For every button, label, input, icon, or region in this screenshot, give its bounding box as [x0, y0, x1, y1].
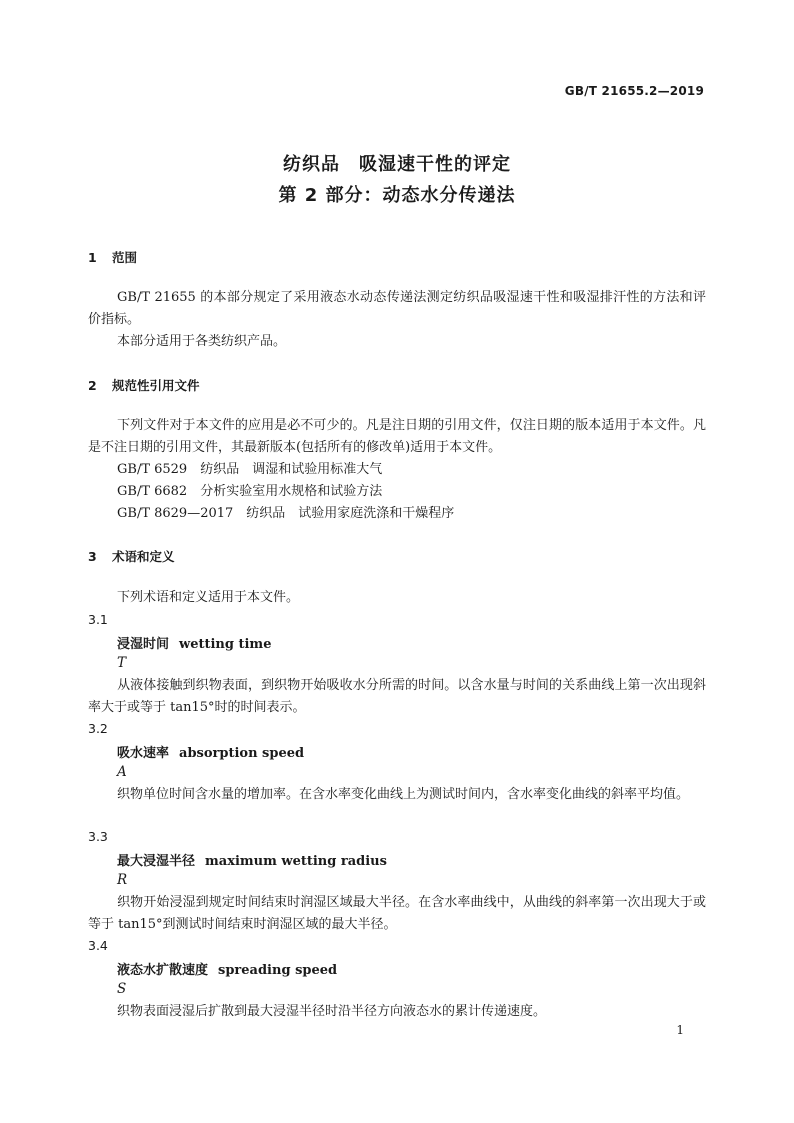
definition-text: 从液体接触到织物表面，到织物开始吸收水分所需的时间。以含水量与时间的关系曲线上第一次出现斜率大于或等于 tan15°时的时间表示。: [88, 678, 706, 715]
term-definition: [88, 1001, 706, 1023]
section-number: 2: [88, 378, 97, 393]
paragraph: [88, 415, 706, 459]
term-heading: [117, 959, 337, 978]
definition-text: 织物开始浸湿到规定时间结束时润湿区域最大半径。在含水率曲线中，从曲线的斜率第一次出现大于或等于 tan15°到测试时间结束时润湿区域的最大半径。: [88, 895, 706, 932]
term-en: wetting time: [179, 637, 272, 652]
section-2-heading: [88, 376, 200, 394]
term-en: spreading speed: [218, 963, 338, 978]
term-number: 3.2: [88, 721, 108, 736]
section-1-heading: [88, 248, 137, 266]
term-zh: 液态水扩散速度: [117, 963, 209, 978]
term-symbol: A: [117, 764, 127, 780]
term-heading: [117, 633, 271, 652]
section-number: 1: [88, 250, 97, 265]
paragraph-text: 下列文件对于本文件的应用是必不可少的。凡是注日期的引用文件，仅注日期的版本适用于本文件。凡是不注日期的引用文件，其最新版本(包括所有的修改单)适用于本文件。: [88, 418, 706, 455]
term-number: 3.4: [88, 938, 108, 953]
definition-text: 织物表面浸湿后扩散到最大浸湿半径时沿半径方向液态水的累计传递速度。: [117, 1004, 547, 1019]
term-symbol: S: [117, 981, 127, 997]
term-en: absorption speed: [179, 746, 305, 761]
section-title: 规范性引用文件: [112, 378, 200, 393]
paragraph: [88, 287, 706, 331]
document-subtitle: 第 2 部分：动态水分传递法: [278, 185, 516, 206]
term-heading: [117, 742, 304, 761]
term-definition: [88, 784, 706, 806]
paragraph-text: GB/T 21655 的本部分规定了采用液态水动态传递法测定纺织品吸湿速干性和吸湿排汗性的方法和评价指标。: [88, 290, 706, 327]
paragraph: 下列术语和定义适用于本文件。: [117, 590, 300, 605]
term-definition: [88, 892, 706, 936]
term-zh: 最大浸湿半径: [117, 854, 196, 869]
section-title: 范围: [112, 250, 138, 265]
term-en: maximum wetting radius: [205, 854, 387, 869]
standard-number: GB/T 21655.2—2019: [564, 84, 704, 98]
reference-item: GB/T 6529 纺织品 调湿和试验用标准大气: [117, 462, 383, 477]
section-3-heading: [88, 547, 175, 565]
term-symbol: T: [117, 655, 127, 671]
term-definition: [88, 675, 706, 719]
section-title: 术语和定义: [112, 549, 175, 564]
paragraph: 本部分适用于各类纺织产品。: [117, 334, 287, 349]
term-symbol: R: [117, 872, 128, 888]
term-zh: 吸水速率: [117, 746, 170, 761]
term-number: 3.3: [88, 829, 108, 844]
definition-text: 织物单位时间含水量的增加率。在含水率变化曲线上为测试时间内，含水率变化曲线的斜率平均值。: [117, 787, 690, 802]
term-zh: 浸湿时间: [117, 637, 170, 652]
term-heading: [117, 850, 387, 869]
reference-item: GB/T 6682 分析实验室用水规格和试验方法: [117, 484, 383, 499]
document-title: 纺织品 吸湿速干性的评定: [283, 154, 511, 175]
reference-item: GB/T 8629—2017 纺织品 试验用家庭洗涤和干燥程序: [117, 506, 455, 521]
page-number: 1: [676, 1023, 684, 1037]
term-number: 3.1: [88, 612, 108, 627]
section-number: 3: [88, 549, 97, 564]
